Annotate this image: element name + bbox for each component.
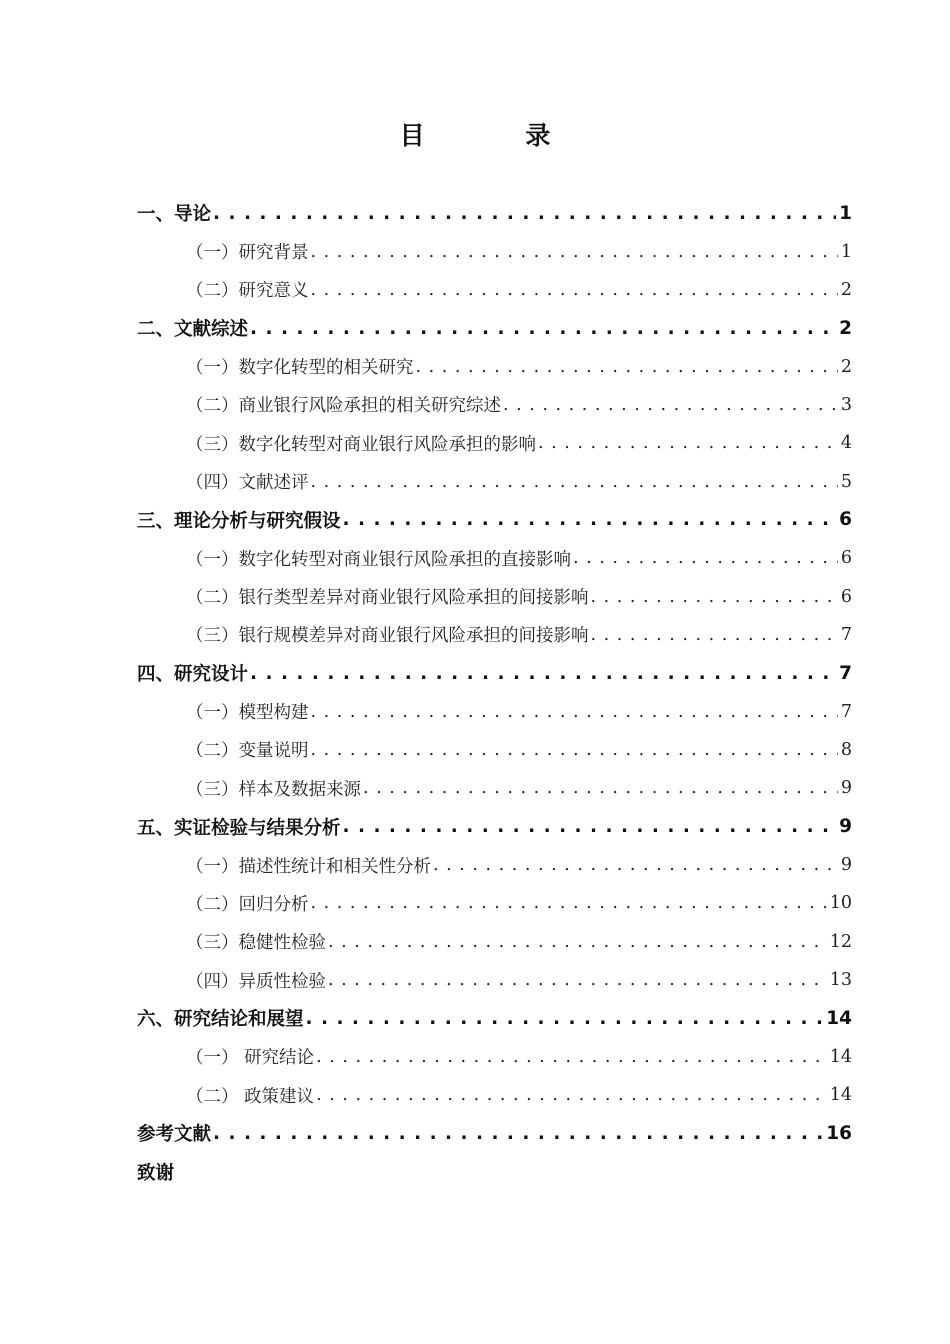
toc-entry-page: 16 [823, 1123, 852, 1144]
toc-entry-page: 10 [827, 893, 852, 913]
dot-leader [343, 509, 837, 530]
toc-entry-page: 7 [838, 702, 852, 722]
toc-entry-label: 致谢 [137, 1159, 176, 1185]
toc-entry-page: 5 [838, 472, 852, 492]
toc-entry-label: 六、研究结论和展望 [137, 1005, 306, 1031]
dot-leader [328, 932, 827, 952]
toc-entry-label: 三、理论分析与研究假设 [137, 507, 343, 533]
toc-entry-label: （二）变量说明 [186, 737, 311, 762]
toc-entry-page: 14 [827, 1047, 852, 1067]
toc-entry-page: 6 [836, 509, 852, 530]
dot-leader [573, 548, 838, 568]
toc-entry-model-construction[interactable] [137, 692, 852, 730]
toc-entry-descriptive-stats[interactable] [137, 846, 852, 884]
dot-leader [250, 318, 836, 339]
toc-entry-empirical-analysis[interactable] [137, 808, 852, 846]
table-of-contents [137, 194, 852, 1191]
dot-leader [328, 970, 827, 990]
toc-entry-page: 7 [838, 625, 852, 645]
toc-entry-page: 9 [838, 778, 852, 798]
toc-entry-page: 14 [823, 1008, 852, 1029]
dot-leader [213, 203, 836, 224]
toc-entry-acknowledgements[interactable] [137, 1153, 852, 1191]
toc-entry-literature-review[interactable] [137, 309, 852, 347]
toc-entry-label: （二）商业银行风险承担的相关研究综述 [186, 392, 503, 417]
dot-leader [343, 816, 837, 837]
toc-entry-research-background[interactable] [137, 232, 852, 270]
toc-entry-label: 五、实证检验与结果分析 [137, 814, 343, 840]
dot-leader [213, 1123, 823, 1144]
toc-entry-label: （一）描述性统计和相关性分析 [186, 853, 433, 878]
toc-entry-label: （二）回归分析 [186, 891, 311, 916]
page-title: 目 录 [399, 121, 597, 150]
dot-leader [311, 280, 838, 300]
toc-entry-research-design[interactable] [137, 654, 852, 692]
dot-leader [311, 893, 827, 913]
toc-entry-page: 1 [836, 203, 852, 224]
toc-entry-policy-suggestions[interactable] [137, 1076, 852, 1114]
toc-entry-label: （二） 政策建议 [186, 1083, 316, 1108]
toc-entry-introduction[interactable] [137, 194, 852, 232]
toc-entry-label: 二、文献综述 [137, 315, 250, 341]
dot-leader [250, 663, 836, 684]
toc-entry-regression-analysis[interactable] [137, 884, 852, 922]
toc-entry-page: 6 [838, 587, 852, 607]
toc-entry-label: （三）银行规模差异对商业银行风险承担的间接影响 [186, 622, 591, 647]
toc-entry-label: （一）数字化转型的相关研究 [186, 354, 416, 379]
dot-leader [316, 1085, 827, 1105]
dot-leader [311, 472, 838, 492]
dot-leader [311, 740, 838, 760]
toc-entry-label: 一、导论 [137, 200, 213, 226]
toc-entry-direct-impact[interactable] [137, 539, 852, 577]
toc-entry-label: （二）研究意义 [186, 277, 311, 302]
toc-entry-bank-size-impact[interactable] [137, 616, 852, 654]
toc-entry-page: 13 [827, 970, 852, 990]
toc-entry-label: （一）数字化转型对商业银行风险承担的直接影响 [186, 546, 573, 571]
dot-leader [316, 1047, 827, 1067]
toc-entry-heterogeneity-test[interactable] [137, 961, 852, 999]
dot-leader [503, 395, 838, 415]
toc-entry-page: 7 [836, 663, 852, 684]
toc-entry-page: 2 [838, 280, 852, 300]
toc-entry-page: 2 [836, 318, 852, 339]
toc-entry-page: 12 [827, 932, 852, 952]
toc-entry-literature-comment[interactable] [137, 462, 852, 500]
toc-entry-references[interactable] [137, 1114, 852, 1152]
toc-entry-label: （四）文献述评 [186, 469, 311, 494]
toc-entry-page: 3 [838, 395, 852, 415]
toc-entry-page: 2 [838, 357, 852, 377]
toc-entry-page: 14 [827, 1085, 852, 1105]
toc-entry-digital-transformation-research[interactable] [137, 347, 852, 385]
toc-entry-label: （三）稳健性检验 [186, 929, 328, 954]
toc-entry-label: （三）样本及数据来源 [186, 776, 363, 801]
dot-leader [363, 778, 838, 798]
dot-leader [538, 433, 838, 453]
toc-entry-page: 9 [838, 855, 852, 875]
dot-leader [306, 1008, 824, 1029]
toc-entry-research-conclusions[interactable] [137, 1038, 852, 1076]
toc-entry-page: 4 [838, 433, 852, 453]
dot-leader [311, 242, 838, 262]
dot-leader [311, 702, 838, 722]
toc-entry-label: 四、研究设计 [137, 660, 250, 686]
toc-entry-research-significance[interactable] [137, 271, 852, 309]
toc-entry-theory-hypotheses[interactable] [137, 501, 852, 539]
toc-entry-label: （一）模型构建 [186, 699, 311, 724]
toc-entry-sample-data[interactable] [137, 769, 852, 807]
toc-entry-bank-risk-review[interactable] [137, 386, 852, 424]
dot-leader [416, 357, 838, 377]
toc-entry-label: （一） 研究结论 [186, 1044, 316, 1069]
toc-entry-variable-description[interactable] [137, 731, 852, 769]
toc-entry-robustness-test[interactable] [137, 923, 852, 961]
toc-entry-page: 8 [838, 740, 852, 760]
dot-leader [591, 587, 838, 607]
toc-entry-conclusions[interactable] [137, 999, 852, 1037]
toc-entry-label: （三）数字化转型对商业银行风险承担的影响 [186, 431, 538, 456]
toc-entry-label: （四）异质性检验 [186, 968, 328, 993]
toc-entry-digital-impact[interactable] [137, 424, 852, 462]
dot-leader [433, 855, 838, 875]
toc-entry-label: （二）银行类型差异对商业银行风险承担的间接影响 [186, 584, 591, 609]
toc-entry-page: 9 [836, 816, 852, 837]
dot-leader [591, 625, 838, 645]
toc-entry-page: 1 [838, 242, 852, 262]
toc-entry-bank-type-impact[interactable] [137, 577, 852, 615]
toc-entry-label: 参考文献 [137, 1120, 213, 1146]
toc-entry-page: 6 [838, 548, 852, 568]
toc-entry-label: （一）研究背景 [186, 239, 311, 264]
